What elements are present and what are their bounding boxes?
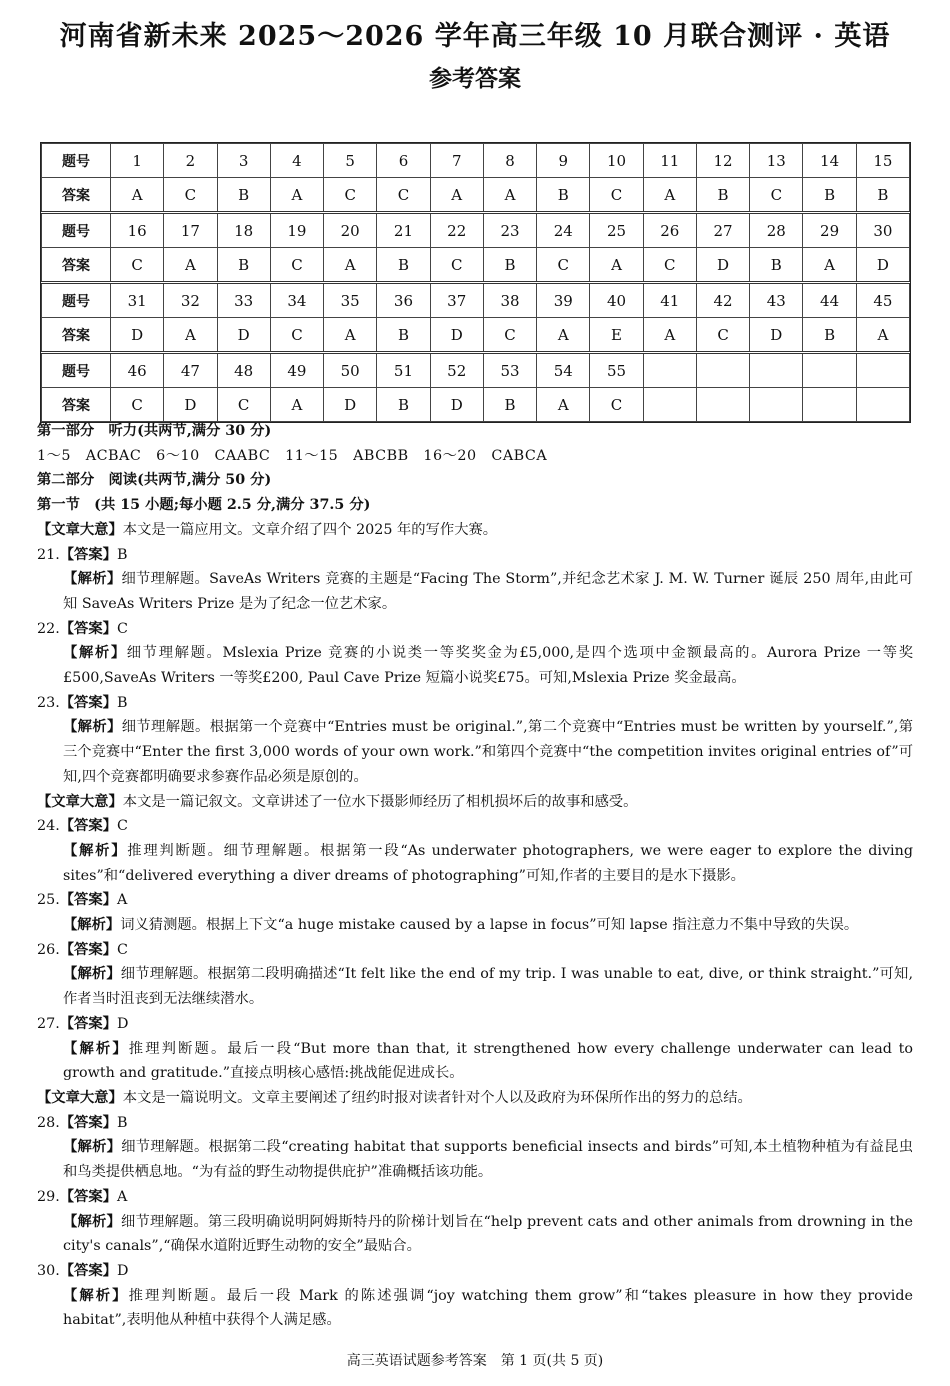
answer-tag: 【答案】 (59, 1188, 117, 1205)
question-number: 29. (37, 1188, 60, 1205)
question-number-cell: 1 (111, 144, 164, 178)
summary-label: 【文章大意】 (37, 521, 123, 538)
question-number-cell: 16 (111, 213, 164, 248)
answer-cell: A (270, 178, 323, 213)
answer-cell: D (696, 248, 749, 283)
answer-cell: B (377, 248, 430, 283)
number-row (42, 283, 910, 318)
question-number-cell (696, 353, 749, 388)
question-number-cell: 45 (856, 283, 909, 318)
answer-cell: B (483, 248, 536, 283)
part2-heading: 第二部分 阅读(共两节,满分 50 分) (37, 472, 272, 489)
answer-cell: D (430, 318, 483, 353)
answer-row (42, 178, 910, 213)
question-number: 21. (37, 546, 60, 563)
number-label: 题号 (42, 353, 111, 388)
question-number-cell: 44 (803, 283, 856, 318)
analysis-tag: 【解析】 (63, 1139, 122, 1156)
answer-row (42, 388, 910, 422)
question-number-cell: 21 (377, 213, 430, 248)
question-number-cell: 23 (483, 213, 536, 248)
answer-cell (856, 388, 909, 422)
question-number-cell: 12 (696, 144, 749, 178)
answer-label: 答案 (42, 178, 111, 213)
question-number-cell: 49 (270, 353, 323, 388)
question-number-cell (643, 353, 696, 388)
number-label: 题号 (42, 144, 111, 178)
question-number-cell: 54 (537, 353, 590, 388)
question-number-cell: 22 (430, 213, 483, 248)
question-number-cell: 15 (856, 144, 909, 178)
question-answer (37, 888, 913, 913)
answer-cell: A (643, 178, 696, 213)
answer-cell: D (324, 388, 377, 422)
question-analysis (37, 1284, 913, 1333)
question-number-cell: 3 (217, 144, 270, 178)
answer-cell: C (111, 388, 164, 422)
analysis-tag: 【解析】 (63, 1287, 129, 1304)
question-answer (37, 543, 913, 568)
question-analysis (37, 1210, 913, 1259)
question-number: 23. (37, 694, 60, 711)
question-number: 30. (37, 1262, 60, 1279)
analysis-text: 细节理解题。根据第二段“creating habitat that supports beneficial insects and birds”可知,本土植物种植为有益昆虫和鸟类提供栖息地。“为有益的野生动物提供庇护”准确概括该功能。 (63, 1139, 914, 1181)
answer-cell: D (217, 318, 270, 353)
answer-cell: A (643, 318, 696, 353)
answer-tag: 【答案】 (59, 818, 117, 835)
question-answer (37, 691, 913, 716)
question-number: 27. (37, 1015, 60, 1032)
analysis-text: 细节理解题。第三段明确说明阿姆斯特丹的阶梯计划旨在“help prevent cats and other animals from drowning in the city's canals”,“确保水道附近野生动物的安全”最贴合。 (63, 1213, 914, 1255)
question-number-cell (803, 353, 856, 388)
answer-cell: A (537, 318, 590, 353)
question-analysis (37, 1037, 913, 1086)
question-number-cell: 7 (430, 144, 483, 178)
question-answer (37, 617, 913, 642)
summary-label: 【文章大意】 (37, 793, 123, 810)
number-row (42, 213, 910, 248)
analysis-tag: 【解析】 (63, 917, 121, 934)
answer-cell: B (803, 318, 856, 353)
question-number: 28. (37, 1114, 60, 1131)
answer-label: 答案 (42, 388, 111, 422)
question-number-cell: 19 (270, 213, 323, 248)
answer-cell: C (324, 178, 377, 213)
answer-cell: C (696, 318, 749, 353)
question-number-cell: 20 (324, 213, 377, 248)
question-number-cell: 30 (856, 213, 909, 248)
question-number-cell: 27 (696, 213, 749, 248)
answer-cell: B (696, 178, 749, 213)
question-number-cell: 28 (750, 213, 803, 248)
answer-cell: E (590, 318, 643, 353)
answer-cell: C (111, 248, 164, 283)
analysis-tag: 【解析】 (63, 571, 122, 588)
answer-letter: C (116, 620, 128, 637)
answer-cell: A (164, 318, 217, 353)
question-number-cell: 26 (643, 213, 696, 248)
summary-text: 本文是一篇说明文。文章主要阐述了纽约时报对读者针对个人以及政府为环保所作出的努力的总结。 (122, 1089, 752, 1106)
answer-cell: C (537, 248, 590, 283)
analysis-text: 细节理解题。Mslexia Prize 竞赛的小说类一等奖奖金为£5,000,是四个选项中金额最高的。Aurora Prize 一等奖£500,SaveAs Writers 一等奖£200, Paul Cave Prize 短篇小说奖£75。可知,Mslexia Prize 奖金最高。 (63, 645, 913, 687)
answer-cell: B (750, 248, 803, 283)
question-number-cell: 37 (430, 283, 483, 318)
answer-cell: B (217, 178, 270, 213)
question-number-cell: 40 (590, 283, 643, 318)
question-number-cell: 8 (483, 144, 536, 178)
answer-cell: D (750, 318, 803, 353)
question-number-cell: 52 (430, 353, 483, 388)
answer-cell: C (750, 178, 803, 213)
answer-label: 答案 (42, 318, 111, 353)
question-number-cell: 36 (377, 283, 430, 318)
number-row (42, 353, 910, 388)
question-number-cell: 6 (377, 144, 430, 178)
answer-row (42, 248, 910, 283)
answer-cell (696, 388, 749, 422)
question-number-cell: 46 (111, 353, 164, 388)
question-number-cell: 39 (537, 283, 590, 318)
answer-cell (750, 388, 803, 422)
analysis-tag: 【解析】 (63, 966, 121, 983)
question-number-cell: 11 (643, 144, 696, 178)
answer-letter: A (116, 1188, 128, 1205)
answer-cell (803, 388, 856, 422)
answer-cell: B (856, 178, 909, 213)
question-analysis (37, 962, 913, 1011)
answer-cell: D (111, 318, 164, 353)
answer-cell: C (270, 248, 323, 283)
answer-cell: A (324, 248, 377, 283)
question-analysis (37, 715, 913, 789)
analysis-tag: 【解析】 (63, 1040, 129, 1057)
question-number-cell: 4 (270, 144, 323, 178)
answer-row (42, 318, 910, 353)
question-answer (37, 938, 913, 963)
question-number-cell: 31 (111, 283, 164, 318)
question-analysis (37, 641, 913, 690)
page-subtitle: 参考答案 (429, 65, 521, 92)
answer-cell: B (217, 248, 270, 283)
answer-cell: D (856, 248, 909, 283)
question-number: 22. (37, 620, 60, 637)
question-answer (37, 1111, 913, 1136)
answer-cell: C (164, 178, 217, 213)
question-number-cell: 43 (750, 283, 803, 318)
answer-cell: B (803, 178, 856, 213)
question-number: 24. (37, 818, 60, 835)
answer-tag: 【答案】 (59, 892, 117, 909)
question-number-cell: 33 (217, 283, 270, 318)
question-number-cell: 47 (164, 353, 217, 388)
analysis-text: 推理判断题。细节理解题。根据第一段“As underwater photographers, we were eager to explore the diving sites”和“delivered everything a diver dreams of photographing”可知,作者的主要目的是水下摄影。 (63, 842, 913, 884)
answer-tag: 【答案】 (59, 941, 117, 958)
question-answer (37, 814, 913, 839)
answer-cell: D (164, 388, 217, 422)
answer-tag: 【答案】 (59, 546, 117, 563)
answer-tag: 【答案】 (59, 1114, 117, 1131)
question-number-cell: 10 (590, 144, 643, 178)
answer-letter: A (116, 892, 128, 909)
answer-cell: A (111, 178, 164, 213)
answer-tag: 【答案】 (59, 1262, 117, 1279)
analysis-text: 细节理解题。根据第一个竞赛中“Entries must be original.”,第二个竞赛中“Entries must be written by yourself.”,第三个竞赛中“Enter the first 3,000 words of your own work.”和第四个竞赛中“the competition invites original entries of”可知,四个竞赛都明确要求参赛作品必须是原创的。 (63, 719, 913, 785)
passages (37, 518, 913, 1333)
answer-tag: 【答案】 (59, 1015, 117, 1032)
answer-cell: C (377, 178, 430, 213)
part1-heading: 第一部分 听力(共两节,满分 30 分) (37, 423, 272, 439)
summary-text: 本文是一篇应用文。文章介绍了四个 2025 年的写作大赛。 (122, 521, 498, 538)
question-number-cell (856, 353, 909, 388)
question-answer (37, 1012, 913, 1037)
answer-cell: A (270, 388, 323, 422)
number-label: 题号 (42, 213, 111, 248)
number-row (42, 144, 910, 178)
question-number-cell: 14 (803, 144, 856, 178)
answer-cell: B (377, 388, 430, 422)
answer-cell: C (643, 248, 696, 283)
answer-cell: B (483, 388, 536, 422)
page-footer: 高三英语试题参考答案 第 1 页(共 5 页) (346, 1353, 604, 1369)
answer-cell: A (803, 248, 856, 283)
question-number-cell: 42 (696, 283, 749, 318)
question-number-cell: 17 (164, 213, 217, 248)
analysis-text: 细节理解题。根据第二段明确描述“It felt like the end of my trip. I was unable to eat, dive, or think straight.”可知,作者当时沮丧到无法继续潜水。 (63, 966, 914, 1008)
question-number-cell: 41 (643, 283, 696, 318)
passage-summary (37, 790, 913, 815)
answer-cell: C (483, 318, 536, 353)
question-number-cell: 53 (483, 353, 536, 388)
question-number-cell: 34 (270, 283, 323, 318)
question-number-cell: 29 (803, 213, 856, 248)
answer-letter: B (116, 546, 128, 563)
analysis-tag: 【解析】 (63, 645, 127, 662)
answer-cell: A (483, 178, 536, 213)
question-number-cell: 48 (217, 353, 270, 388)
question-number-cell: 38 (483, 283, 536, 318)
answer-cell: A (537, 388, 590, 422)
answer-cell: C (270, 318, 323, 353)
question-number-cell: 51 (377, 353, 430, 388)
summary-text: 本文是一篇记叙文。文章讲述了一位水下摄影师经历了相机损坏后的故事和感受。 (122, 793, 638, 810)
answer-cell: A (430, 178, 483, 213)
question-number-cell: 35 (324, 283, 377, 318)
answer-cell: A (856, 318, 909, 353)
analysis-tag: 【解析】 (63, 842, 128, 859)
answer-cell: A (590, 248, 643, 283)
answer-letter: D (116, 1262, 129, 1279)
answer-content (37, 419, 913, 1333)
question-number: 25. (37, 892, 60, 909)
passage-summary (37, 518, 913, 543)
analysis-text: 词义猜测题。根据上下文“a huge mistake caused by a lapse in focus”可知 lapse 指注意力不集中导致的失误。 (120, 917, 859, 934)
answer-cell: C (430, 248, 483, 283)
question-number-cell: 9 (537, 144, 590, 178)
question-number-cell: 32 (164, 283, 217, 318)
answer-cell: D (430, 388, 483, 422)
answer-tag: 【答案】 (59, 620, 117, 637)
answer-cell (643, 388, 696, 422)
analysis-tag: 【解析】 (63, 719, 122, 736)
answer-letter: B (116, 1114, 128, 1131)
answer-letter: B (116, 694, 128, 711)
passage-summary (37, 1086, 913, 1111)
question-number-cell: 50 (324, 353, 377, 388)
answer-cell: C (590, 388, 643, 422)
answer-tag: 【答案】 (59, 694, 117, 711)
analysis-text: 推理判断题。最后一段“But more than that, it strengthened how every challenge underwater can lead to growth and gratitude.”直接点明核心感悟:挑战能促进成长。 (63, 1040, 913, 1082)
answer-table (40, 142, 911, 423)
question-number-cell: 55 (590, 353, 643, 388)
question-number-cell: 25 (590, 213, 643, 248)
answer-letter: C (116, 941, 128, 958)
answer-cell: B (537, 178, 590, 213)
answer-cell: B (377, 318, 430, 353)
answer-label: 答案 (42, 248, 111, 283)
summary-label: 【文章大意】 (37, 1089, 123, 1106)
question-analysis (37, 839, 913, 888)
analysis-text: 推理判断题。最后一段 Mark 的陈述强调“joy watching them grow”和“takes pleasure in how they provide habitat”,表明他从种植中获得个人满足感。 (63, 1287, 913, 1329)
answer-cell: A (164, 248, 217, 283)
question-number-cell (750, 353, 803, 388)
answer-cell: C (590, 178, 643, 213)
answer-letter: D (116, 1015, 129, 1032)
question-number-cell: 18 (217, 213, 270, 248)
answer-letter: C (116, 818, 128, 835)
question-number: 26. (37, 941, 60, 958)
question-analysis (37, 567, 913, 616)
analysis-text: 细节理解题。SaveAs Writers 竞赛的主题是“Facing The Storm”,并纪念艺术家 J. M. W. Turner 诞辰 250 周年,由此可知 SaveAs Writers Prize 是为了纪念一位艺术家。 (63, 571, 913, 612)
question-number-cell: 13 (750, 144, 803, 178)
part1-answers: 1～5 ACBAC 6～10 CAABC 11～15 ABCBB 16～20 CABCA (37, 447, 548, 464)
question-number-cell: 2 (164, 144, 217, 178)
question-analysis (37, 913, 913, 938)
number-label: 题号 (42, 283, 111, 318)
question-number-cell: 5 (324, 144, 377, 178)
page-title: 河南省新未来 2025～2026 学年高三年级 10 月联合测评 · 英语 (59, 21, 891, 52)
question-answer (37, 1185, 913, 1210)
section1-heading: 第一节 (共 15 小题;每小题 2.5 分,满分 37.5 分) (37, 497, 371, 514)
analysis-tag: 【解析】 (63, 1213, 122, 1230)
question-answer (37, 1259, 913, 1284)
question-number-cell: 24 (537, 213, 590, 248)
answer-cell: C (217, 388, 270, 422)
answer-cell: A (324, 318, 377, 353)
question-analysis (37, 1135, 913, 1184)
